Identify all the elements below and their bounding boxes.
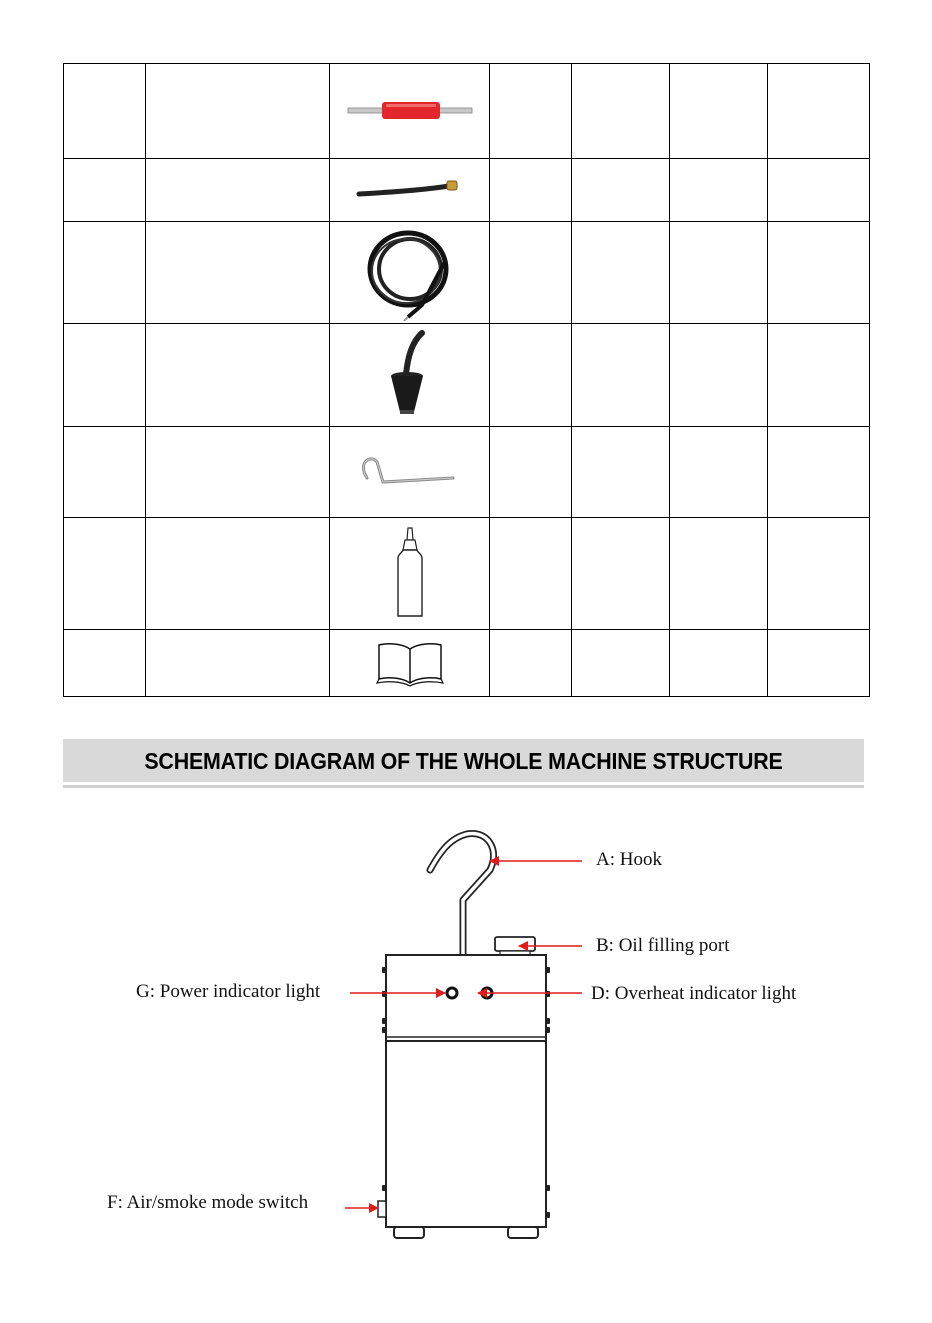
table-cell: [330, 64, 490, 159]
table-cell: [330, 518, 490, 630]
table-row: [64, 324, 870, 427]
table-cell: [490, 324, 572, 427]
callout-hook: A: Hook: [596, 849, 662, 870]
table-cell: [146, 518, 330, 630]
table-cell: [670, 427, 768, 518]
table-cell: [572, 222, 670, 324]
table-cell: [64, 222, 146, 324]
table-cell: [768, 324, 870, 427]
machine-top-section: [386, 955, 546, 1041]
cone-adapter-icon: [380, 330, 440, 420]
table-cell: [490, 427, 572, 518]
table-cell: [64, 159, 146, 222]
table-cell: [670, 518, 768, 630]
oil-bottle-icon: [390, 526, 430, 622]
machine-foot-left: [394, 1227, 424, 1238]
table-cell: [768, 518, 870, 630]
table-cell: [572, 159, 670, 222]
table-cell: [490, 159, 572, 222]
table-row: [64, 159, 870, 222]
table-cell: [670, 64, 768, 159]
table-cell: [330, 630, 490, 697]
table-row: [64, 630, 870, 697]
extension-hose-icon: [355, 178, 465, 202]
machine-foot-right: [508, 1227, 538, 1238]
table-cell: [768, 64, 870, 159]
table-cell: [670, 630, 768, 697]
table-cell: [572, 630, 670, 697]
table-cell: [490, 518, 572, 630]
table-cell: [490, 64, 572, 159]
mode-switch: [378, 1201, 386, 1217]
oil-port-cap: [495, 937, 535, 951]
callout-overheat-indicator-light: D: Overheat indicator light: [591, 983, 797, 1004]
table-cell: [64, 427, 146, 518]
table-cell: [330, 222, 490, 324]
table-cell: [64, 324, 146, 427]
table-row: [64, 518, 870, 630]
power-indicator-light: [447, 988, 457, 998]
table-cell: [572, 427, 670, 518]
table-cell: [572, 64, 670, 159]
table-cell: [64, 630, 146, 697]
table-row: [64, 427, 870, 518]
table-cell: [146, 630, 330, 697]
section-divider: [63, 785, 864, 788]
machine-diagram: [0, 800, 932, 1260]
table-cell: [768, 630, 870, 697]
table-cell: [670, 159, 768, 222]
table-cell: [330, 427, 490, 518]
table-cell: [146, 159, 330, 222]
table-cell: [64, 518, 146, 630]
table-cell: [490, 630, 572, 697]
table-cell: [330, 324, 490, 427]
table-cell: [146, 324, 330, 427]
table-row: [64, 64, 870, 159]
section-banner: [63, 739, 864, 782]
table-cell: [146, 222, 330, 324]
machine-lower-section: [386, 1041, 546, 1227]
table-row: [64, 222, 870, 324]
table-cell: [330, 159, 490, 222]
table-cell: [572, 518, 670, 630]
table-cell: [670, 222, 768, 324]
table-cell: [490, 222, 572, 324]
user-manual-icon: [375, 639, 445, 687]
section-title: SCHEMATIC DIAGRAM OF THE WHOLE MACHINE STRUCTURE: [144, 748, 783, 774]
table-cell: [146, 427, 330, 518]
valve-core-tool-icon: [340, 96, 480, 126]
hook-rod-icon: [355, 452, 465, 492]
table-cell: [146, 64, 330, 159]
table-cell: [768, 427, 870, 518]
callout-power-indicator-light: G: Power indicator light: [136, 981, 321, 1002]
parts-table: [63, 63, 870, 697]
table-cell: [670, 324, 768, 427]
callout-mode-switch: F: Air/smoke mode switch: [107, 1192, 309, 1213]
table-cell: [572, 324, 670, 427]
table-cell: [768, 222, 870, 324]
table-cell: [768, 159, 870, 222]
table-cell: [64, 64, 146, 159]
callout-oil-filling-port: B: Oil filling port: [596, 935, 730, 956]
smoke-hose-coil-icon: [360, 225, 460, 321]
